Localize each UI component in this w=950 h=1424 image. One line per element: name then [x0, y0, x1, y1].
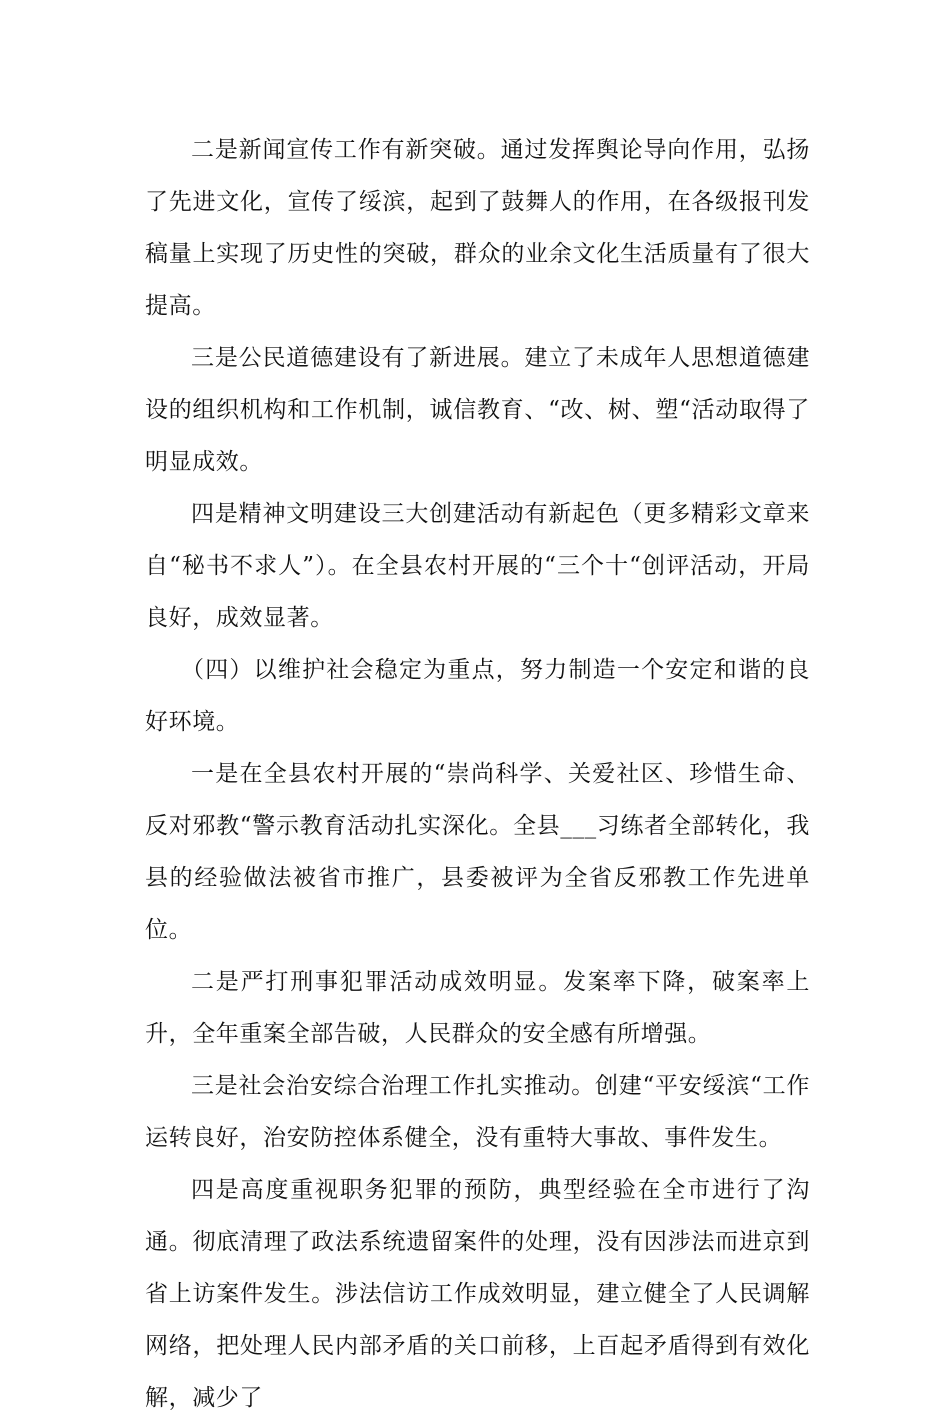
paragraph-crime-crackdown: 二是严打刑事犯罪活动成效明显。发案率下降，破案率上升，全年重案全部告破，人民群众的安全感有所增强。 — [145, 969, 810, 1047]
document-body — [145, 124, 810, 1424]
paragraph-civic-morality: 三是公民道德建设有了新进展。建立了未成年人思想道德建设的组织机构和工作机制，诚信教育、“改、树、塑“活动取得了明显成效。 — [145, 345, 810, 475]
paragraph-public-security: 三是社会治安综合治理工作扎实推动。创建“平安绥滨“工作运转良好，治安防控体系健全，没有重特大事故、事件发生。 — [145, 1073, 810, 1151]
paragraph-spiritual-civilization: 四是精神文明建设三大创建活动有新起色（更多精彩文章来自“秘书不求人”）。在全县农村开展的“三个十“创评活动，开局良好，成效显著。 — [145, 501, 810, 631]
paragraph-news-publicity: 二是新闻宣传工作有新突破。通过发挥舆论导向作用，弘扬了先进文化，宣传了绥滨，起到了鼓舞人的作用，在各级报刊发稿量上实现了历史性的突破，群众的业余文化生活质量有了很大提高。 — [145, 137, 810, 319]
section-heading-social-stability: （四）以维护社会稳定为重点，努力制造一个安定和谐的良好环境。 — [145, 657, 810, 735]
paragraph-duty-crime-prevention: 四是高度重视职务犯罪的预防，典型经验在全市进行了沟通。彻底清理了政法系统遗留案件的处理，没有因涉法而进京到省上访案件发生。涉法信访工作成效明显，建立健全了人民调解网络，把处理人民内部矛盾的关口前移，上百起矛盾得到有效化解，减少了 — [145, 1177, 810, 1411]
paragraph-warning-education: 一是在全县农村开展的“崇尚科学、关爱社区、珍惜生命、反对邪教“警示教育活动扎实深化。全县___习练者全部转化，我县的经验做法被省市推广，县委被评为全省反邪教工作先进单位。 — [145, 761, 810, 943]
